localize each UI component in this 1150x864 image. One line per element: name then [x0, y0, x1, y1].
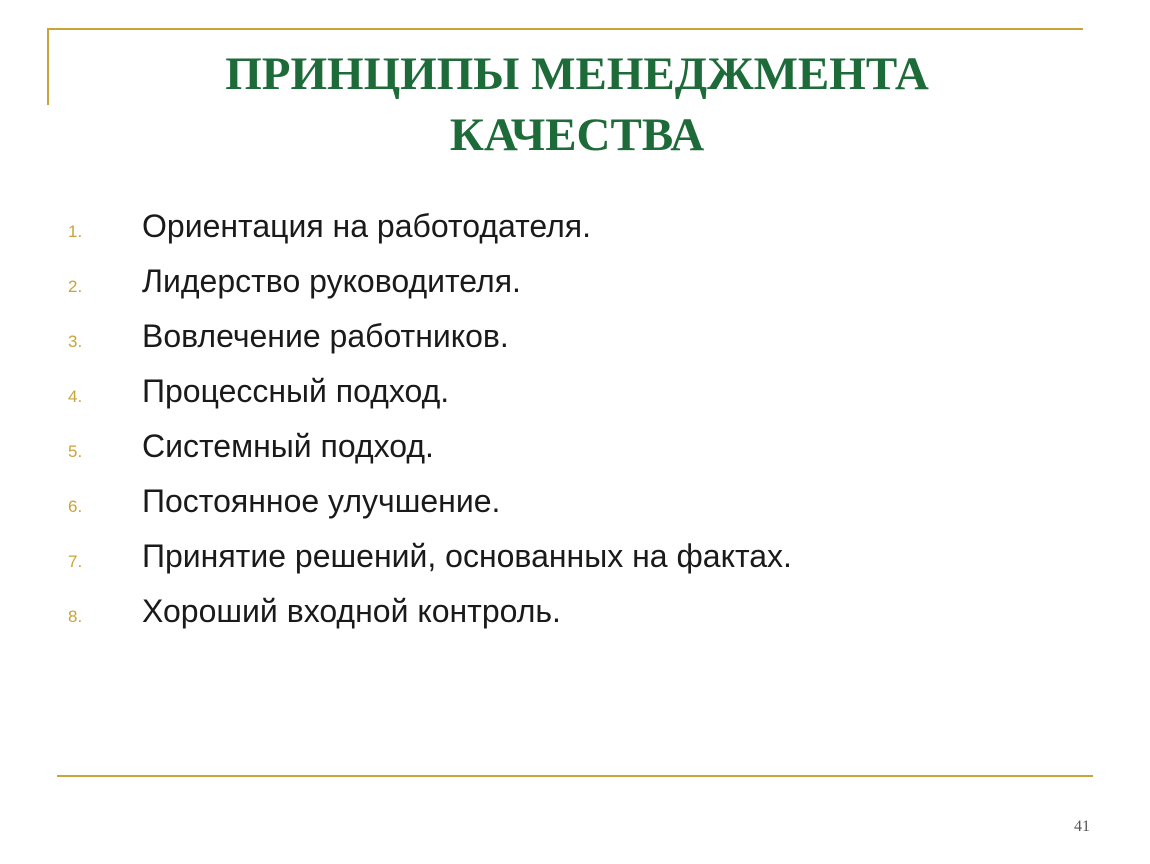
list-item-text: Ориентация на работодателя. — [142, 208, 591, 244]
frame-bottom-line — [57, 775, 1093, 777]
list-item — [68, 428, 792, 483]
list-item — [68, 208, 792, 263]
list-item-number: 8. — [68, 607, 83, 626]
list-item — [68, 538, 792, 593]
list-item-number: 5. — [68, 442, 83, 461]
list-item — [68, 373, 792, 428]
list-item-text: Принятие решений, основанных на фактах. — [142, 538, 792, 574]
frame-top-line — [48, 28, 1083, 30]
list-item-number: 4. — [68, 387, 83, 406]
frame-left-line — [47, 28, 49, 105]
slide-title — [60, 44, 1094, 166]
list-item — [68, 263, 792, 318]
list-item-number: 7. — [68, 552, 83, 571]
list-item-text: Процессный подход. — [142, 373, 450, 409]
list-item — [68, 593, 792, 648]
list-item — [68, 483, 792, 538]
list-item-number: 6. — [68, 497, 83, 516]
list-item-text: Хороший входной контроль. — [142, 593, 561, 629]
list-item-number: 1. — [68, 222, 83, 241]
principles-list — [68, 208, 792, 648]
list-item — [68, 318, 792, 373]
list-item-text: Вовлечение работников. — [142, 318, 509, 354]
list-item-number: 2. — [68, 277, 83, 296]
list-item-text: Лидерство руководителя. — [142, 263, 521, 299]
page-number: 41 — [1074, 818, 1090, 835]
title-line-2: КАЧЕСТВА — [449, 109, 705, 161]
list-item-text: Системный подход. — [142, 428, 434, 464]
list-item-text: Постоянное улучшение. — [142, 483, 501, 519]
list-item-number: 3. — [68, 332, 83, 351]
title-line-1: ПРИНЦИПЫ МЕНЕДЖМЕНТА — [225, 48, 929, 100]
